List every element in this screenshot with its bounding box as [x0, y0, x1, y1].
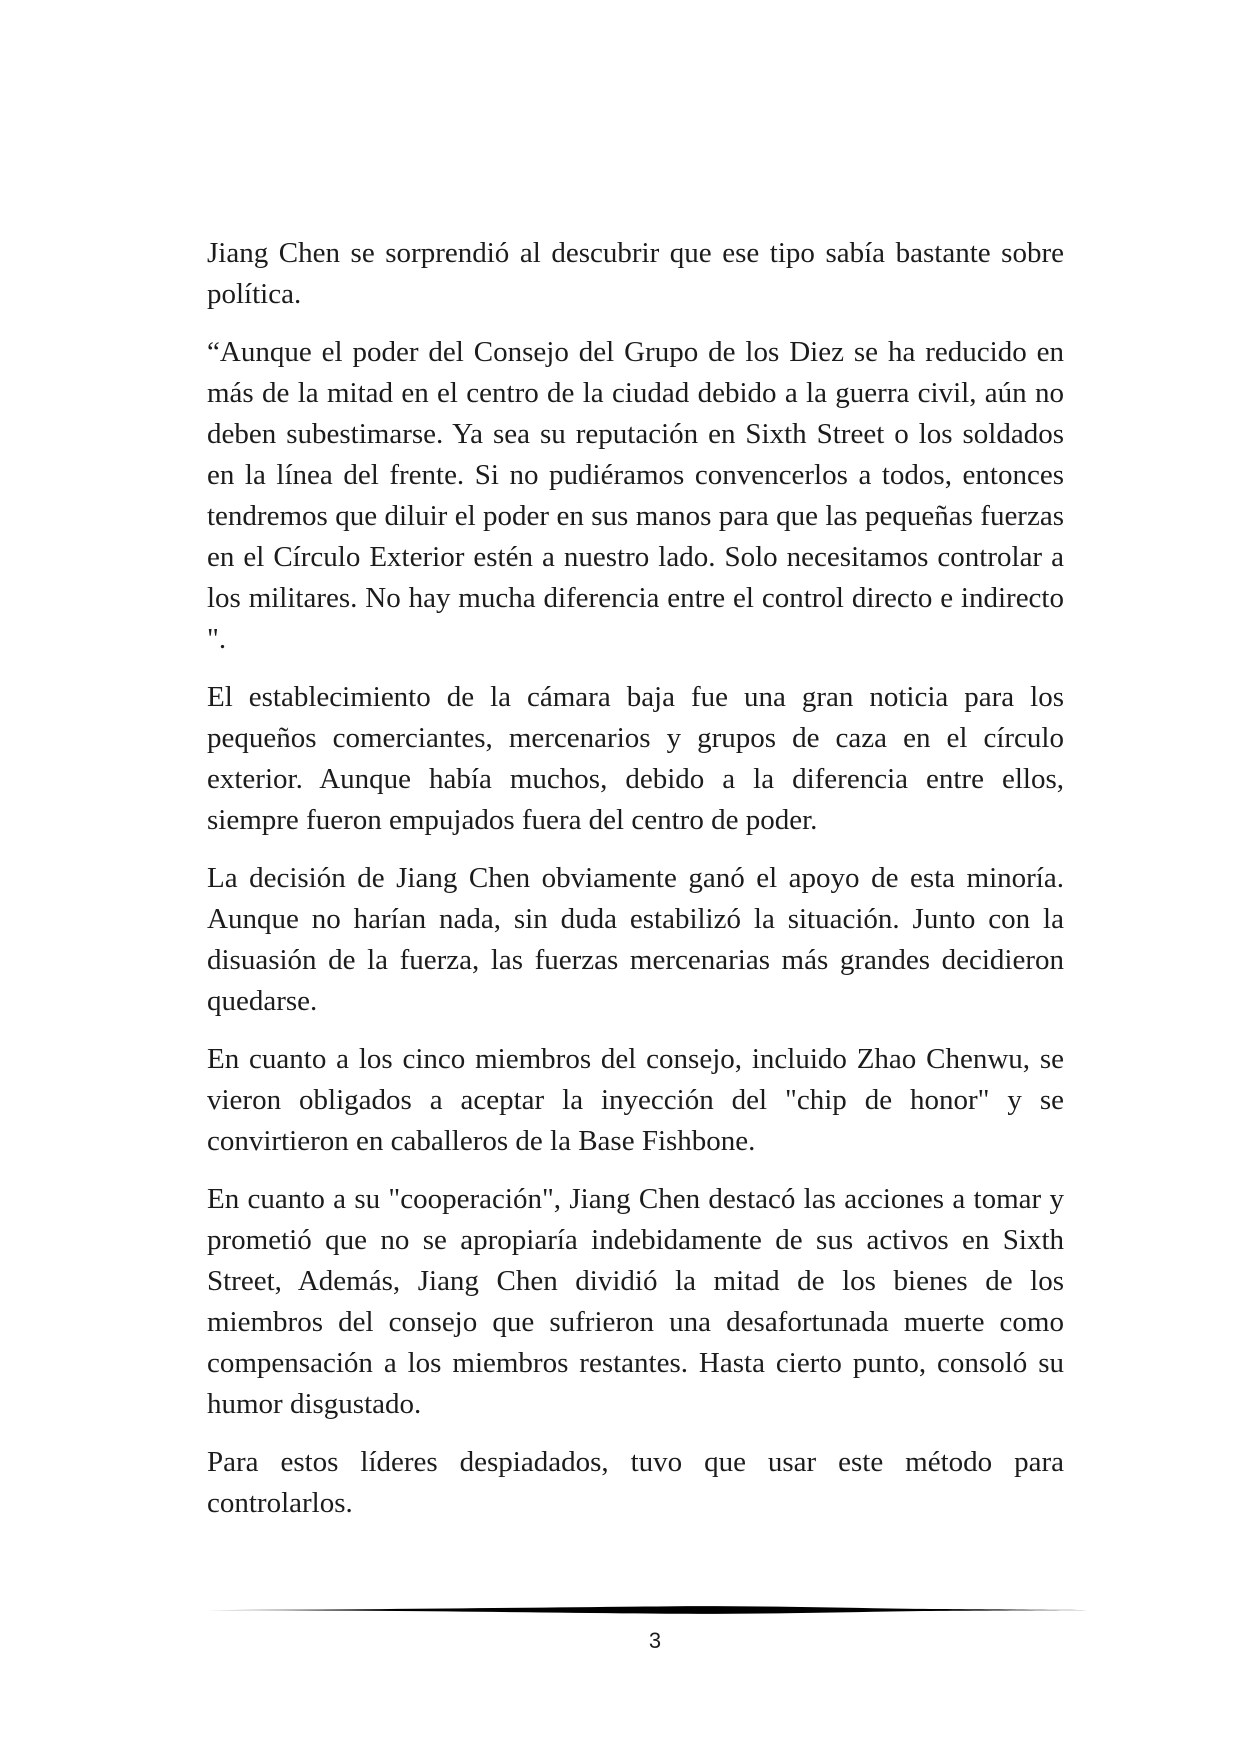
paragraph: En cuanto a su "cooperación", Jiang Chen destacó las acciones a tomar y prometió que no se apropiaría indebidamente de sus activos en Sixth Street, Además, Jiang Chen dividió la mitad de los bienes de los miembros del consejo que sufrieron una desafortunada muerte como compensación a los miembros restantes. Hasta cierto punto, consoló su humor disgustado. — [207, 1183, 1064, 1420]
page-number: 3 — [648, 1628, 662, 1653]
paragraph: El establecimiento de la cámara baja fue una gran noticia para los pequeños comerciantes, mercenarios y grupos de caza en el círculo exterior. Aunque había muchos, debido a la diferencia entre ellos, siempre fueron empujados fuera del centro de poder. — [207, 681, 1064, 836]
body-text — [207, 233, 1064, 1541]
footer-rule-swash — [207, 1606, 1104, 1614]
paragraph: La decisión de Jiang Chen obviamente ganó el apoyo de esta minoría. Aunque no harían nada, sin duda estabilizó la situación. Junto con la disuasión de la fuerza, las fuerzas mercenarias más grandes decidieron quedarse. — [207, 862, 1064, 1017]
footer-rule — [207, 1604, 1104, 1616]
paragraph: Para estos líderes despiadados, tuvo que usar este método para controlarlos. — [207, 1446, 1064, 1519]
paragraph: “Aunque el poder del Consejo del Grupo de los Diez se ha reducido en más de la mitad en el centro de la ciudad debido a la guerra civil, aún no deben subestimarse. Ya sea su reputación en Sixth Street o los soldados en la línea del frente. Si no pudiéramos convencerlos a todos, entonces tendremos que diluir el poder en sus manos para que las pequeñas fuerzas en el Círculo Exterior estén a nuestro lado. Solo necesitamos controlar a los militares. No hay mucha diferencia entre el control directo e indirecto ". — [207, 336, 1064, 655]
paragraph: En cuanto a los cinco miembros del consejo, incluido Zhao Chenwu, se vieron obligados a aceptar la inyección del "chip de honor" y se convirtieron en caballeros de la Base Fishbone. — [207, 1043, 1064, 1157]
paragraph: Jiang Chen se sorprendió al descubrir que ese tipo sabía bastante sobre política. — [207, 237, 1064, 310]
